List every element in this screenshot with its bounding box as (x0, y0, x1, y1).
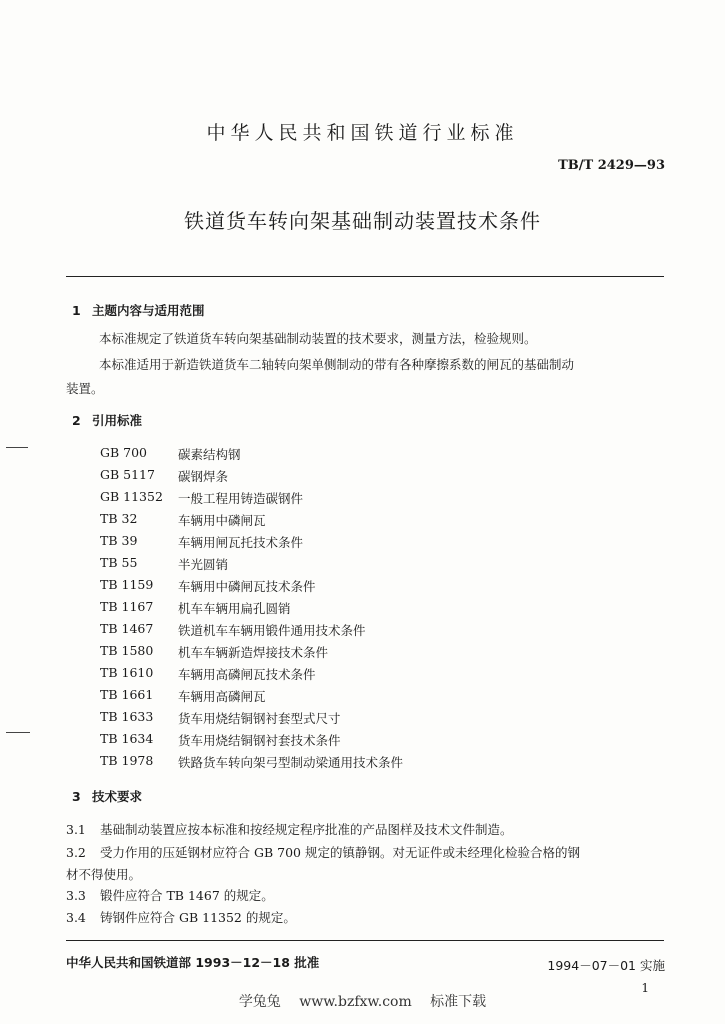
clause-number: 3.1 (66, 822, 86, 837)
section-2-title: 引用标准 (92, 413, 143, 428)
reference-name: 车辆用中磷闸瓦 (178, 513, 266, 528)
clause-text: 受力作用的压延钢材应符合 GB 700 规定的镇静钢。对无证件或未经理化检验合格的钢 (100, 845, 580, 860)
reference-code: TB 1467 (100, 621, 154, 636)
clause-3-2 (66, 843, 580, 861)
reference-name: 机车车辆用扁孔圆销 (178, 601, 291, 616)
clause-text: 铸钢件应符合 GB 11352 的规定。 (100, 910, 296, 925)
reference-code: TB 1159 (100, 577, 154, 592)
reference-name: 货车用烧结铜钢衬套技术条件 (178, 733, 341, 748)
scan-mark (6, 732, 30, 733)
reference-name: 半光圆销 (178, 557, 229, 572)
reference-code: GB 700 (100, 445, 148, 460)
section-2-heading (72, 411, 142, 429)
clause-3-2-cont: 材不得使用。 (66, 867, 142, 882)
reference-code: TB 1610 (100, 665, 154, 680)
section-3-heading (72, 787, 142, 805)
issuer-approval: 中华人民共和国铁道部 1993－12－18 批准 (66, 955, 320, 970)
document-title: 铁道货车转向架基础制动装置技术条件 (184, 209, 541, 233)
reference-name: 铁路货车转向架弓型制动梁通用技术条件 (178, 755, 404, 770)
reference-name: 铁道机车车辆用锻件通用技术条件 (178, 623, 366, 638)
section-1-heading (72, 301, 205, 319)
implementation-date: 1994－07－01 实施 (547, 958, 665, 973)
title-divider (66, 276, 664, 277)
section-2-number: 2 (72, 413, 81, 428)
reference-name: 车辆用闸瓦托技术条件 (178, 535, 304, 550)
reference-code: TB 1661 (100, 687, 154, 702)
reference-name: 一般工程用铸造碳钢件 (178, 491, 304, 506)
clause-number: 3.4 (66, 910, 86, 925)
section-1-para-2: 本标准适用于新造铁道货车二轴转向架单侧制动的带有各种摩擦系数的闸瓦的基础制动 (99, 357, 575, 372)
reference-code: TB 1167 (100, 599, 154, 614)
section-1-para-2-cont: 装置。 (66, 381, 104, 396)
site-watermark: 学兔兔 www.bzfxw.com 标准下载 (238, 994, 487, 1010)
clause-number: 3.3 (66, 888, 86, 903)
reference-code: TB 1580 (100, 643, 154, 658)
reference-code: TB 32 (100, 511, 138, 526)
footer-divider (66, 940, 664, 941)
clause-3-4 (66, 908, 296, 926)
reference-code: TB 39 (100, 533, 138, 548)
section-1-title: 主题内容与适用范围 (92, 303, 205, 318)
section-1-number: 1 (72, 303, 81, 318)
page-number: 1 (641, 981, 649, 995)
clause-text: 锻件应符合 TB 1467 的规定。 (100, 888, 274, 903)
reference-name: 车辆用高磷闸瓦技术条件 (178, 667, 316, 682)
scan-mark (6, 447, 28, 448)
reference-code: GB 5117 (100, 467, 155, 482)
clause-text: 基础制动装置应按本标准和按经规定程序批准的产品图样及技术文件制造。 (100, 822, 513, 837)
reference-code: TB 55 (100, 555, 138, 570)
reference-name: 车辆用中磷闸瓦技术条件 (178, 579, 316, 594)
reference-name: 车辆用高磷闸瓦 (178, 689, 266, 704)
section-3-title: 技术要求 (92, 789, 143, 804)
reference-code: TB 1978 (100, 753, 154, 768)
section-1-para-1: 本标准规定了铁道货车转向架基础制动装置的技术要求，测量方法，检验规则。 (99, 331, 537, 346)
section-3-number: 3 (72, 789, 81, 804)
reference-name: 机车车辆新造焊接技术条件 (178, 645, 329, 660)
standard-number: TB/T 2429—93 (558, 158, 665, 173)
reference-code: TB 1633 (100, 709, 154, 724)
clause-3-3 (66, 886, 274, 904)
reference-name: 碳素结构钢 (178, 447, 241, 462)
clause-number: 3.2 (66, 845, 86, 860)
reference-code: GB 11352 (100, 489, 163, 504)
reference-name: 碳钢焊条 (178, 469, 229, 484)
reference-name: 货车用烧结铜钢衬套型式尺寸 (178, 711, 341, 726)
clause-3-1 (66, 820, 513, 838)
reference-code: TB 1634 (100, 731, 154, 746)
standard-category-header: 中华人民共和国铁道行业标准 (206, 122, 519, 144)
